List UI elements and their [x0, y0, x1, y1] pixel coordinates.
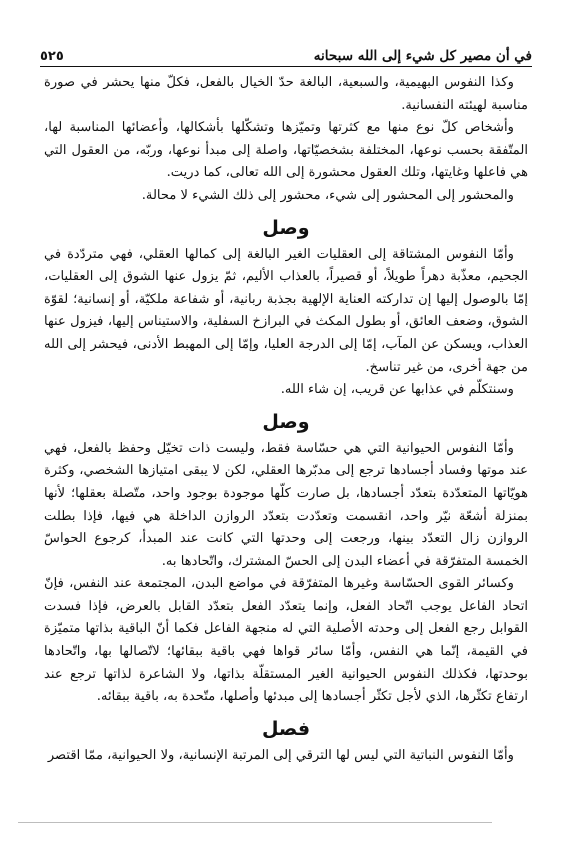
main-text [44, 72, 528, 767]
section-heading-1: وصل [262, 216, 310, 239]
running-header [40, 38, 532, 64]
paragraph-5: وسنتكلّم في عذابها عن قريب، إن شاء الله. [280, 382, 514, 398]
section-heading-2: وصل [262, 410, 310, 433]
paragraph-4: وأمّا النفوس المشتاقة إلى العقليات الغير البالغة إلى كمالها العقلي، فهي متردّدة في الجحيم، معذّبة دهراً طويلاً، أو قصيراً، بالعذاب الأليم، ثمّ يزول عنها الشوق إلى العقليات، إمّا بالوصول إليها إن تداركته العناية الإلهية بجذبة ربانية، أو شفاعة ملكيّة، أو إنسانية؛ لقوّة الشوق، وضعف العائق، أو بطول المكث في البرازخ السفلية، والاستيناس إليها، فيزول عنها العذاب، ويسكن عن المآب، إمّا إلى الدرجة العليا، وإمّا إلى المهبط الأدنى، فيحشر إلى الله من جهة أخرى، من غير تناسخ. [44, 246, 528, 375]
paragraph-6: وأمّا النفوس الحيوانية التي هي حسّاسة فقط، وليست ذات تخيّل وحفظ بالفعل، فهي عند موتها وفساد أجسادها ترجع إلى مدبّرها العقلي، لكن لا يبقى امتيازها الشخصي، وكثرة هويّاتها المتعدّدة بتعدّد أجسادها، بل صارت كلّها موجودة بوجود واحد، متّصلة بعقلها؛ لأنها بمنزلة أشعّة نيّر واحد، انقسمت وتعدّدت بتعدّد الروازن الداخلة هي فيها، فإذا بطلت الروازن زال التعدّد بينها، ورجعت إلى وحدتها التي كانت عند المبدأ، كرجوع الحواسّ الخمسة المتفرّقة في أعضاء البدن إلى الحسّ المشترك، واتّحادها به. [44, 440, 528, 569]
paragraph-3: والمحشور إلى المحشور إلى شيء، محشور إلى ذلك الشيء لا محالة. [141, 187, 514, 203]
paragraph-2: وأشخاص كلّ نوع منها مع كثرتها وتميّزها وتشكّلها بأشكالها، وأعضائها المناسبة لها، المتّفقة بحسب نوعها، المختلفة بشخصيّاتها، واصلة إلى مبدأ نوعها، وربّه، من العقول التي هي فاعلها وغايتها، وتلك العقول محشورة إلى الله تعالى، كما دريت. [44, 120, 528, 181]
header-rule [40, 66, 532, 67]
running-title: في أن مصير كل شيء إلى الله سبحانه [313, 48, 532, 64]
footer-rule [18, 822, 492, 823]
page-number: ٥٢٥ [40, 49, 64, 64]
paragraph-8: وأمّا النفوس النباتية التي ليس لها الترقي إلى المرتبة الإنسانية، ولا الحيوانية، ممّا اقتصر [47, 747, 514, 763]
paragraph-1: وكذا النفوس البهيمية، والسبعية، البالغة حدّ الخيال بالفعل، فكلّ منها يحشر في صورة مناسبة لهيئته النفسانية. [44, 75, 528, 113]
paragraph-7: وكسائر القوى الحسّاسة وغيرها المتفرّقة في مواضع البدن، المجتمعة عند النفس، فإنّ اتحاد الفاعل يوجب اتّحاد الفعل، وإنما يتعدّد الفعل بتعدّد القابل بالعرض، فإذا فسدت القوابل رجع الفعل إلى وحدته الأصلية التي له منجهة الفاعل فكما أنّ الباقية بذاتها متميّزة في القيمة، إنّما هي النفس، وأمّا سائر قواها فهي باقية ببقائها؛ لاتّصالها بها، واتّحادها بوحدتها، فكذلك النفوس الحيوانية الغير المستقلّة بذاتها، ولا الشاعرة لذاتها ترجع عند ارتفاع تكثّرها، الذي لأجل تكثّر أجسادها إلى مبدئها وأصلها، متّحدة به، باقية ببقائه. [44, 576, 528, 705]
section-heading-3: فصل [261, 717, 311, 740]
